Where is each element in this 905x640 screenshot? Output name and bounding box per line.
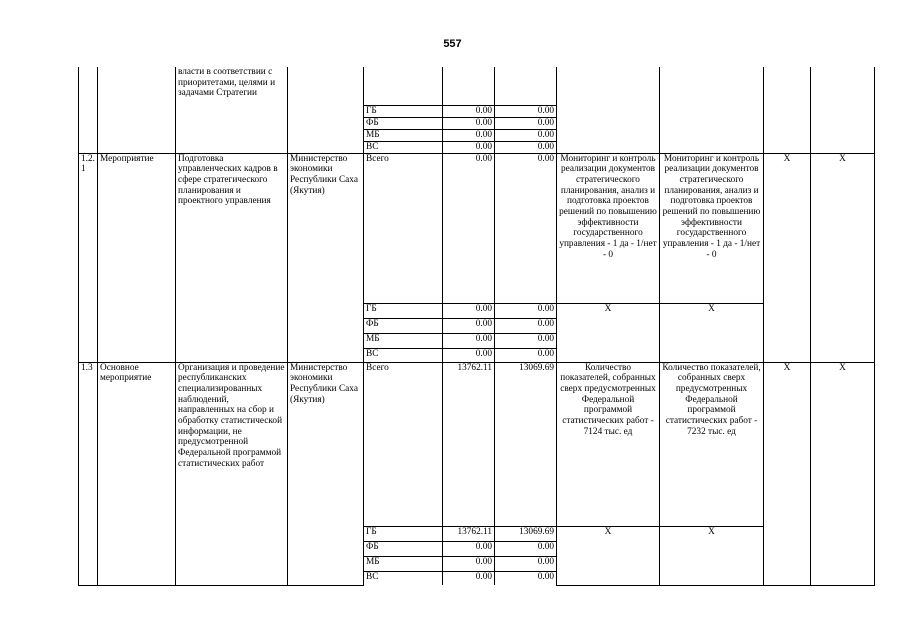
executor-cell (288, 67, 364, 153)
indicator-cell: Количество показателей, собранных сверх предусмотренных Федеральной программой статистических работ - 7124 тыс. ед (557, 362, 660, 526)
source-cell: ГБ (364, 105, 443, 117)
value-cell: 0.00 (443, 117, 495, 129)
value-cell: 13762.11 (443, 362, 495, 526)
name-cell: Подготовка управленческих кадров в сфере стратегического планирования и проектного управления (176, 153, 288, 362)
executor-cell: Министерство экономики Республики Саха (Якутия) (288, 153, 364, 362)
number-cell (79, 67, 98, 153)
value-cell: 13762.11 (443, 526, 495, 541)
value-cell: 0.00 (495, 141, 557, 153)
program-table (78, 67, 875, 586)
indicator-cell: X (660, 526, 764, 585)
indicator-cell: X (557, 526, 660, 585)
table-row (79, 67, 875, 105)
table-row (79, 153, 875, 303)
mark-cell: X (764, 362, 811, 585)
executor-cell: Министерство экономики Республики Саха (Якутия) (288, 362, 364, 585)
mark-cell (764, 67, 811, 153)
value-cell: 0.00 (443, 129, 495, 141)
source-cell: ВС (364, 571, 443, 585)
value-cell: 0.00 (495, 318, 557, 333)
value-cell: 0.00 (443, 153, 495, 303)
mark-cell: X (764, 153, 811, 362)
page-number: 557 (443, 38, 462, 50)
source-cell: ВС (364, 141, 443, 153)
value-cell: 0.00 (443, 541, 495, 556)
value-cell: 13069.69 (495, 362, 557, 526)
indicator-cell (660, 67, 764, 153)
indicator-cell: Мониторинг и контроль реализации документов стратегического планирования, анализ и подготовка проектов решений по повышению эффективности государственного управления - 1 да - 1/нет - 0 (557, 153, 660, 303)
value-cell: 0.00 (495, 129, 557, 141)
value-cell: 0.00 (495, 571, 557, 585)
value-cell: 0.00 (443, 556, 495, 571)
source-cell: Всего (364, 362, 443, 526)
source-cell: ФБ (364, 541, 443, 556)
value-cell: 0.00 (443, 141, 495, 153)
value-cell: 13069.69 (495, 526, 557, 541)
number-cell: 1.2. 1 (79, 153, 98, 362)
source-cell: ФБ (364, 318, 443, 333)
type-cell: Основное мероприятие (98, 362, 176, 585)
type-cell (98, 67, 176, 153)
value-cell: 0.00 (443, 571, 495, 585)
value-cell: 0.00 (443, 105, 495, 117)
source-cell (364, 67, 443, 105)
value-cell: 0.00 (495, 333, 557, 348)
number-cell: 1.3 (79, 362, 98, 585)
value-cell (495, 67, 557, 105)
value-cell: 0.00 (495, 117, 557, 129)
value-cell: 0.00 (443, 318, 495, 333)
mark-cell: X (811, 362, 875, 585)
value-cell: 0.00 (443, 333, 495, 348)
source-cell: МБ (364, 129, 443, 141)
value-cell: 0.00 (495, 348, 557, 362)
source-cell: ФБ (364, 117, 443, 129)
name-cell: Организация и проведение республиканских специализированных наблюдений, направленных на сбор и обработку статистической информации, не предусмотренной Федеральной программой статистических работ (176, 362, 288, 585)
value-cell: 0.00 (443, 303, 495, 318)
name-cell: власти в соответствии с приоритетами, целями и задачами Стратегии (176, 67, 288, 153)
source-cell: ГБ (364, 303, 443, 318)
indicator-cell (557, 67, 660, 153)
mark-cell: X (811, 153, 875, 362)
indicator-cell: Количество показателей, собранных сверх предусмотренных Федеральной программой статистических работ - 7232 тыс. ед (660, 362, 764, 526)
indicator-cell: Мониторинг и контроль реализации документов стратегического планирования, анализ и подготовка проектов решений по повышению эффективности государственного управления - 1 да - 1/нет - 0 (660, 153, 764, 303)
value-cell (443, 67, 495, 105)
source-cell: МБ (364, 556, 443, 571)
indicator-cell: X (557, 303, 660, 362)
source-cell: ВС (364, 348, 443, 362)
source-cell: Всего (364, 153, 443, 303)
source-cell: ГБ (364, 526, 443, 541)
source-cell: МБ (364, 333, 443, 348)
table-row (79, 362, 875, 526)
value-cell: 0.00 (495, 153, 557, 303)
value-cell: 0.00 (495, 556, 557, 571)
value-cell: 0.00 (495, 303, 557, 318)
value-cell: 0.00 (495, 541, 557, 556)
value-cell: 0.00 (443, 348, 495, 362)
mark-cell (811, 67, 875, 153)
type-cell: Мероприятие (98, 153, 176, 362)
value-cell: 0.00 (495, 105, 557, 117)
indicator-cell: X (660, 303, 764, 362)
